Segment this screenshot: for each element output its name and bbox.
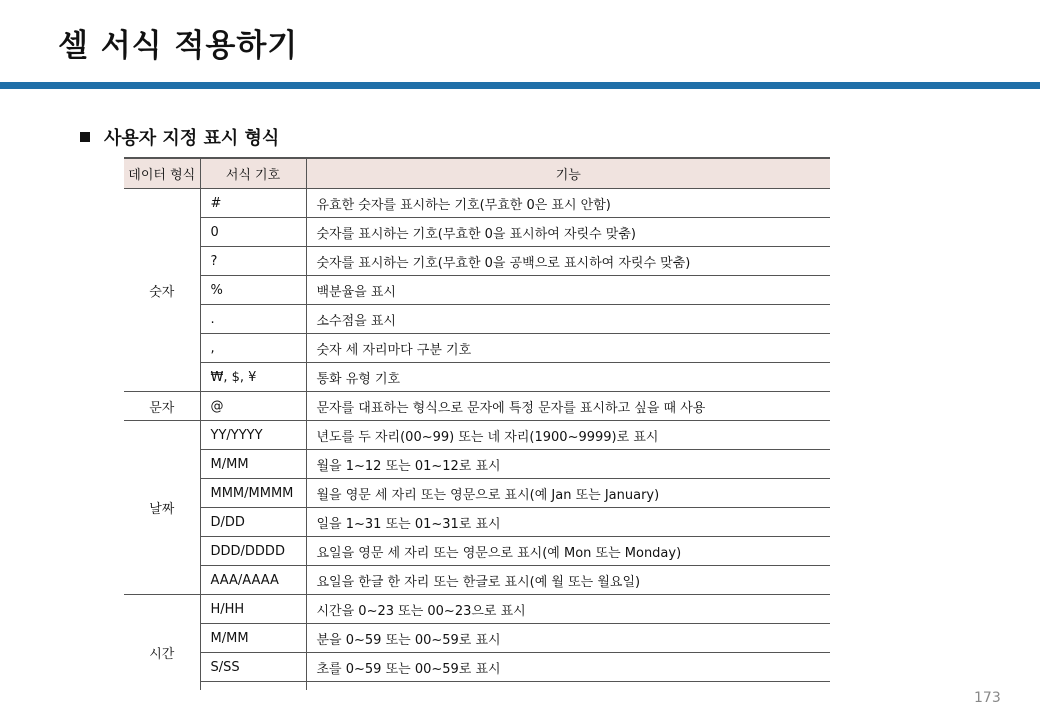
table-row [124,334,830,363]
function-cell: 년도를 두 자리(00~99) 또는 네 자리(1900~9999)로 표시 [306,421,830,450]
data-type-cell: 시간 [124,595,200,691]
function-cell: 소수점을 표시 [306,305,830,334]
header-function: 기능 [306,158,830,189]
table-header-row [124,158,830,189]
function-cell: 분을 0~59 또는 00~59로 표시 [306,624,830,653]
function-cell: 숫자 세 자리마다 구분 기호 [306,334,830,363]
format-symbol-cell: DDD/DDDD [200,537,306,566]
table-row [124,566,830,595]
table-row [124,450,830,479]
function-cell: 월을 1~12 또는 01~12로 표시 [306,450,830,479]
table-row [124,276,830,305]
function-cell: 일을 1~31 또는 01~31로 표시 [306,508,830,537]
function-cell: 숫자를 표시하는 기호(무효한 0을 공백으로 표시하여 자릿수 맞춤) [306,247,830,276]
function-cell: 요일을 영문 세 자리 또는 영문으로 표시(예 Mon 또는 Monday) [306,537,830,566]
format-symbol-cell: MMM/MMMM [200,479,306,508]
format-symbol-cell: % [200,276,306,305]
header-data-type: 데이터 형식 [124,158,200,189]
function-cell: 숫자를 표시하는 기호(무효한 0을 표시하여 자릿수 맞춤) [306,218,830,247]
function-cell: 요일을 한글 한 자리 또는 한글로 표시(예 월 또는 월요일) [306,566,830,595]
table-row [124,305,830,334]
table-row [124,392,830,421]
format-symbol-cell: D/DD [200,508,306,537]
function-cell: 초를 0~59 또는 00~59로 표시 [306,653,830,682]
header-format-symbol: 서식 기호 [200,158,306,189]
format-symbol-cell: YY/YYYY [200,421,306,450]
table-row [124,537,830,566]
function-cell: 시간을 0~23 또는 00~23으로 표시 [306,595,830,624]
table-row [124,421,830,450]
format-symbol-cell: ? [200,247,306,276]
table-row [124,682,830,691]
format-symbol-cell: 0 [200,218,306,247]
format-symbol-cell: @ [200,392,306,421]
table-row [124,624,830,653]
table-row [124,479,830,508]
format-symbol-cell: H/HH [200,595,306,624]
function-cell: 유효한 숫자를 표시하는 기호(무효한 0은 표시 안함) [306,189,830,218]
format-symbol-cell: ₩, $, ¥ [200,363,306,392]
function-cell: 백분율을 표시 [306,276,830,305]
table-row [124,218,830,247]
table-row [124,508,830,537]
data-type-cell: 숫자 [124,189,200,392]
format-table-container [124,157,830,690]
function-cell: 월을 영문 세 자리 또는 영문으로 표시(예 Jan 또는 January) [306,479,830,508]
table-row [124,363,830,392]
table-row [124,653,830,682]
format-symbol-cell: M/MM [200,450,306,479]
section-heading-text: 사용자 지정 표시 형식 [104,128,280,149]
format-symbol-cell: . [200,305,306,334]
title-divider [0,82,1040,89]
section-heading [80,124,279,150]
data-type-cell: 문자 [124,392,200,421]
format-table [124,157,830,690]
format-symbol-cell: , [200,334,306,363]
table-row [124,595,830,624]
square-bullet-icon [80,132,90,142]
slide-title: 셀 서식 적용하기 [58,28,299,64]
format-symbol-cell: M/MM [200,624,306,653]
page-number: 173 [974,690,1001,706]
function-cell: 통화 유형 기호 [306,363,830,392]
format-symbol-cell: # [200,189,306,218]
format-symbol-cell: AAA/AAAA [200,566,306,595]
table-row [124,247,830,276]
data-type-cell: 날짜 [124,421,200,595]
format-symbol-cell: S/SS [200,653,306,682]
format-symbol-cell [200,682,306,691]
function-cell: 문자를 대표하는 형식으로 문자에 특정 문자를 표시하고 싶을 때 사용 [306,392,830,421]
function-cell [306,682,830,691]
table-row [124,189,830,218]
